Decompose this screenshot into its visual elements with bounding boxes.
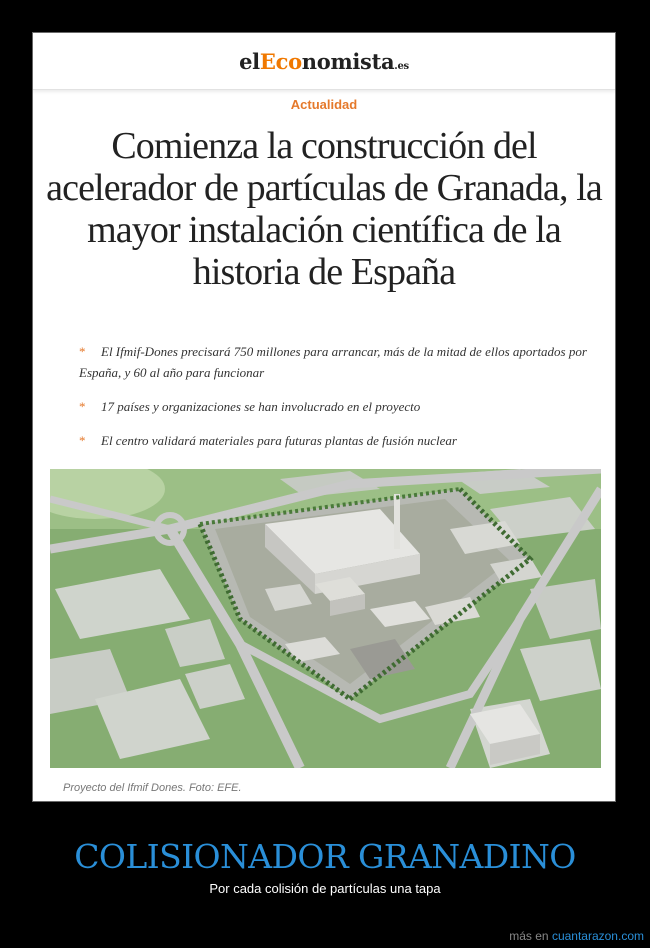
summary-item: * 17 países y organizaciones se han involucrado en el proyecto bbox=[79, 396, 589, 417]
source-footer: más en cuantarazon.com bbox=[509, 929, 644, 943]
bullet-icon: * bbox=[79, 399, 86, 414]
meme-title: COLISIONADOR GRANADINO bbox=[74, 837, 576, 876]
summary-list bbox=[79, 341, 589, 464]
bullet-icon: * bbox=[79, 433, 86, 448]
site-logo[interactable]: elEconomista.es bbox=[239, 48, 409, 74]
meme-subtitle: Por cada colisión de partículas una tapa bbox=[209, 881, 441, 896]
source-link[interactable]: cuantarazon.com bbox=[551, 929, 644, 943]
summary-item: * El Ifmif-Dones precisará 750 millones para arrancar, más de la mitad de ellos aportados por España, y 60 al año para funcionar bbox=[79, 341, 589, 383]
bullet-icon: * bbox=[79, 344, 86, 359]
article-headline: Comienza la construcción del acelerador de partículas de Granada, la mayor instalación científica de la historia de España bbox=[46, 125, 602, 293]
masthead bbox=[33, 33, 615, 90]
article-screenshot bbox=[32, 32, 616, 802]
photo-caption: Proyecto del Ifmif Dones. Foto: EFE. bbox=[63, 782, 242, 794]
facility-render-image bbox=[50, 469, 601, 768]
summary-item: * El centro validará materiales para futuras plantas de fusión nuclear bbox=[79, 430, 589, 451]
section-label[interactable]: Actualidad bbox=[290, 97, 358, 112]
